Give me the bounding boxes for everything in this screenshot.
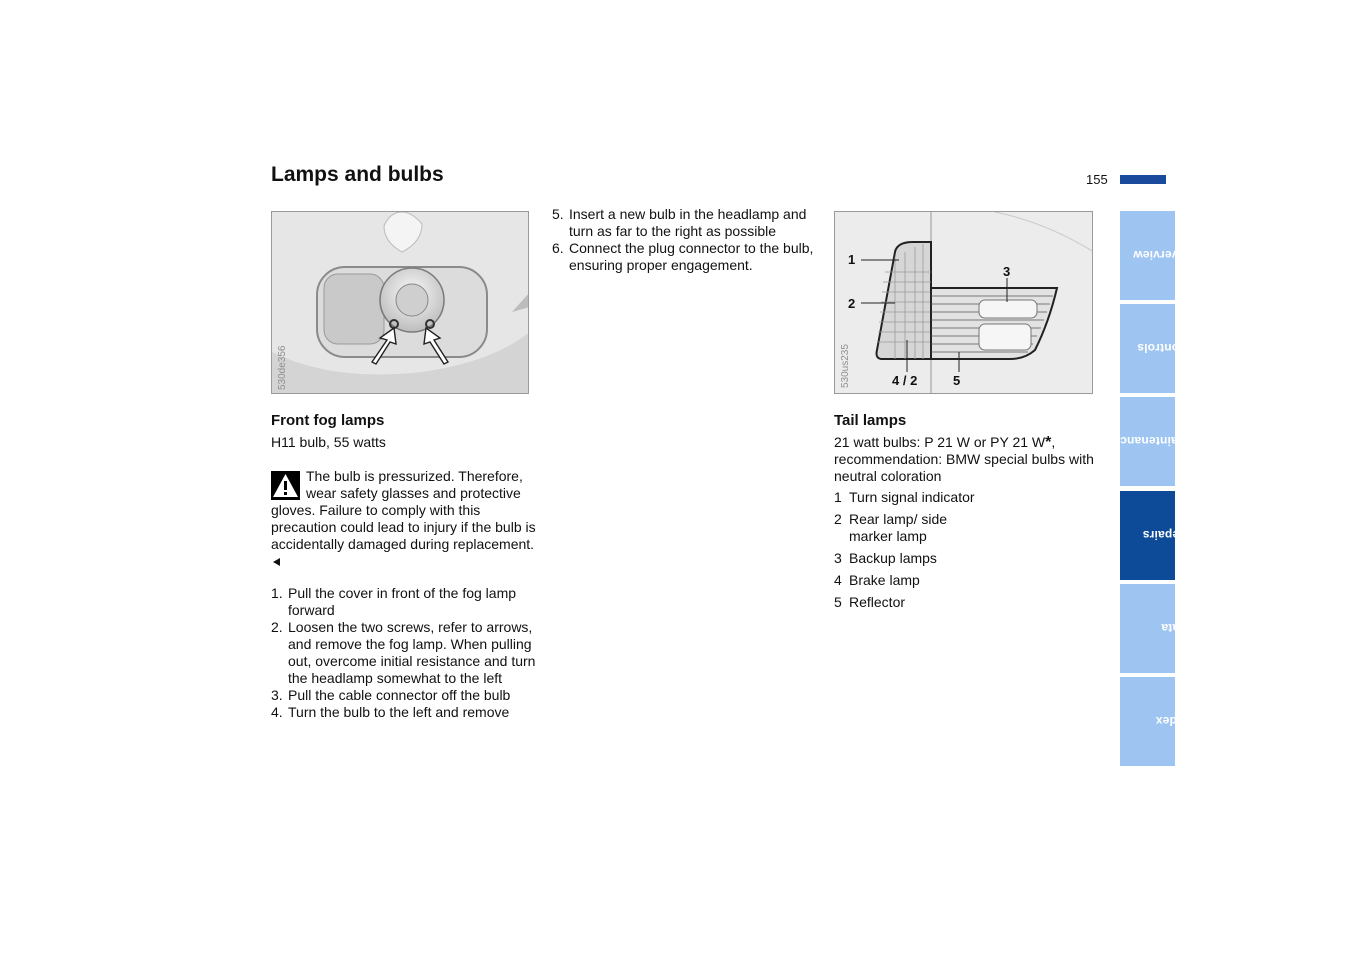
page-title: Lamps and bulbs <box>271 163 444 186</box>
list-item: 6. Connect the plug connector to the bulb, ensuring proper engagement. <box>552 240 814 273</box>
callout-5: 5 <box>953 373 961 388</box>
tab-maintenance[interactable]: Maintenance <box>1120 397 1175 486</box>
list-item: 2 Rear lamp/ side marker lamp <box>834 511 948 544</box>
page-marker-bar <box>1120 175 1166 184</box>
fog-lamp-illustration <box>272 212 529 394</box>
callout-4-2: 4 / 2 <box>892 373 918 388</box>
fog-lamp-steps <box>271 585 543 721</box>
list-item: 1. Pull the cover in front of the fog lamp forward <box>271 585 517 618</box>
list-item: 2. Loosen the two screws, refer to arrows, and remove the fog lamp. When pulling out, overcome initial resistance and turn the headlamp somewhat to the left <box>271 619 536 686</box>
tab-controls[interactable]: Controls <box>1120 304 1175 393</box>
end-of-warning-marker <box>273 558 280 566</box>
list-item: 4. Turn the bulb to the left and remove <box>271 704 510 720</box>
figure-code: 530us235 <box>840 344 851 388</box>
continued-steps <box>552 206 817 274</box>
tail-lamps-spec: 21 watt bulbs: P 21 W or PY 21 W*, recommendation: BMW special bulbs with neutral coloration <box>834 434 1094 484</box>
figure-code: 530de356 <box>277 345 288 390</box>
list-item: 3. Pull the cable connector off the bulb <box>271 687 511 703</box>
warning-text-block <box>271 468 543 570</box>
list-item: 5. Insert a new bulb in the headlamp and turn as far to the right as possible <box>552 206 807 239</box>
callout-1: 1 <box>848 252 856 267</box>
tab-overview[interactable]: Overview <box>1120 211 1175 300</box>
page-number: 155 <box>1086 172 1108 187</box>
tail-lamp-illustration <box>835 212 1093 394</box>
tail-lamp-figure <box>834 211 1093 394</box>
tab-index[interactable]: Index <box>1120 677 1175 766</box>
list-item: 1 Turn signal indicator <box>834 489 975 505</box>
fog-lamp-figure <box>271 211 529 394</box>
list-item: 5 Reflector <box>834 594 906 610</box>
tail-lamps-heading: Tail lamps <box>834 412 907 429</box>
tab-repairs[interactable]: Repairs <box>1120 491 1175 580</box>
warning-text: The bulb is pressurized. Therefore, wear safety glasses and protective gloves. Failure to comply with this precaution could lead to injury if the bulb is accidentally damaged during replacement. <box>271 468 536 552</box>
tail-lamp-legend <box>834 489 1096 616</box>
list-item: 4 Brake lamp <box>834 572 920 588</box>
fog-lamps-heading: Front fog lamps <box>271 412 385 429</box>
asterisk-marker: * <box>1045 434 1052 451</box>
list-item: 3 Backup lamps <box>834 550 937 566</box>
fog-lamps-spec: H11 bulb, 55 watts <box>271 434 386 450</box>
tab-data[interactable]: Data <box>1120 584 1175 673</box>
callout-2: 2 <box>848 296 856 311</box>
callout-3: 3 <box>1003 264 1011 279</box>
